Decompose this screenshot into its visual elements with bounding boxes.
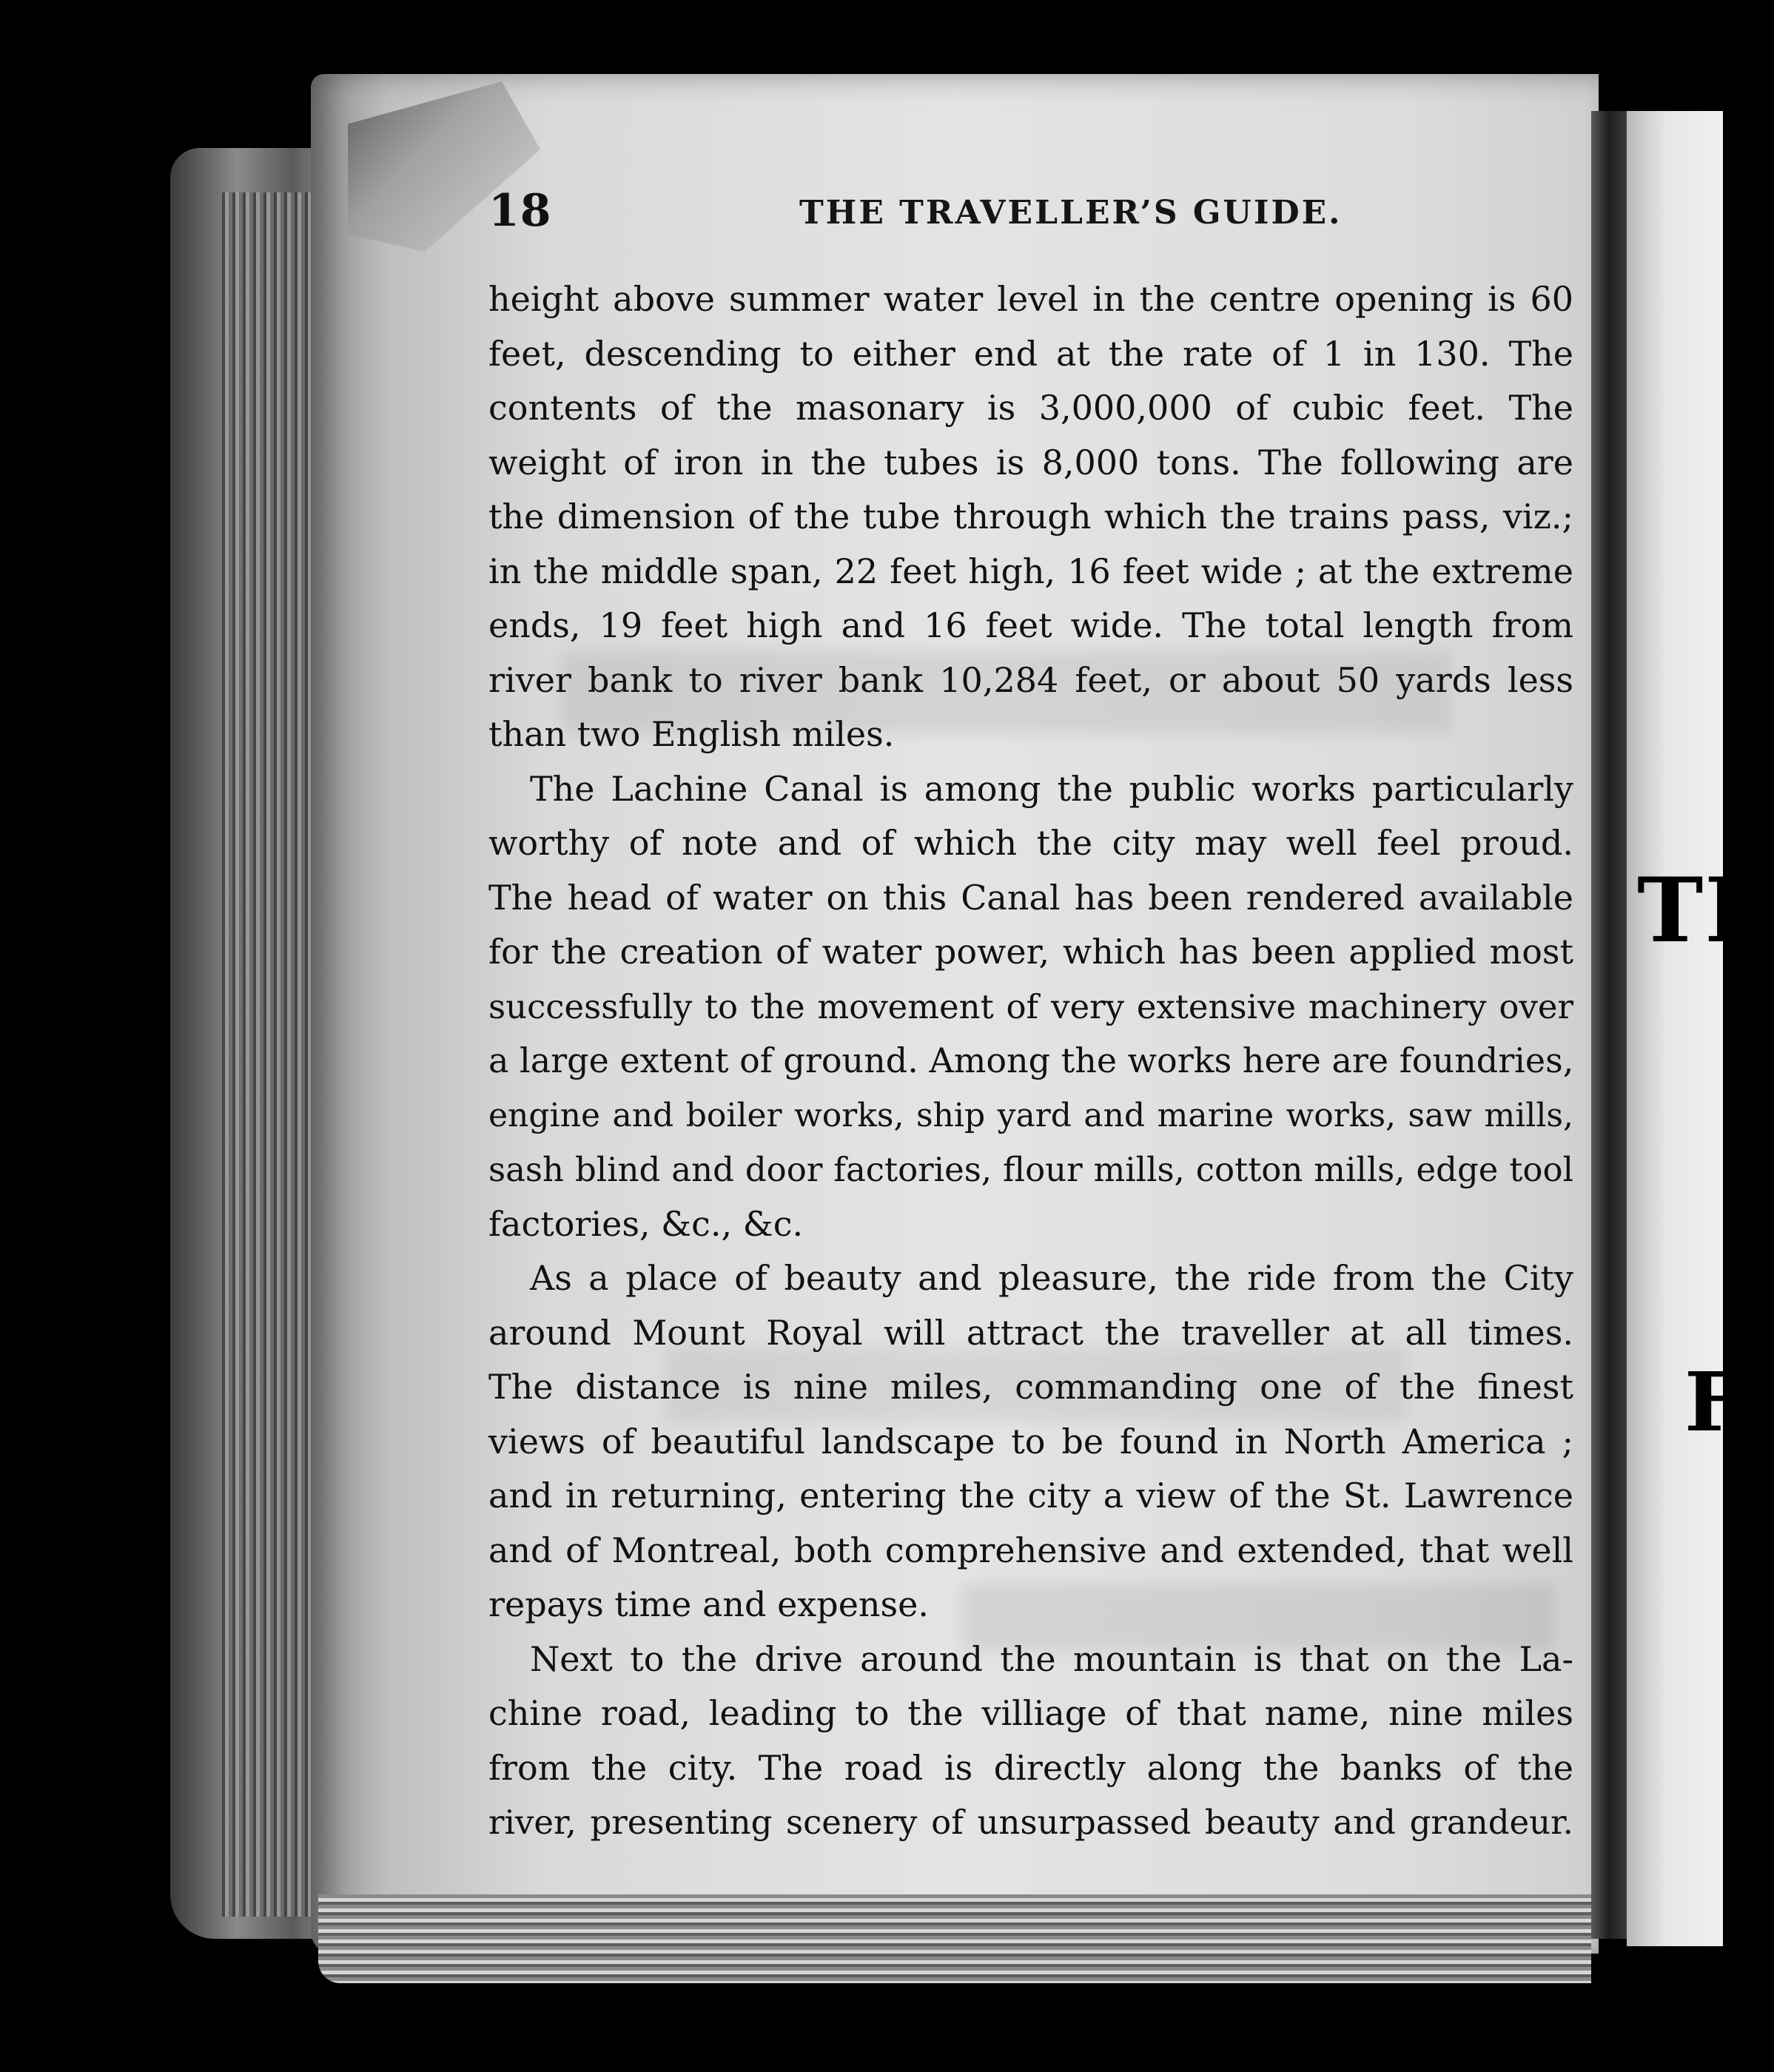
text-line: The head of water on this Canal has been rendered available bbox=[488, 877, 1573, 918]
facing-page-fragment: TE bbox=[1637, 858, 1774, 963]
text-line: chine road, leading to the villiage of that name, nine miles bbox=[488, 1693, 1573, 1733]
text-line: river bank to river bank 10,284 feet, or about 50 yards less bbox=[488, 659, 1573, 700]
facing-page-fragment: F bbox=[1684, 1354, 1743, 1450]
text-line: engine and boiler works, ship yard and marine works, saw mills, bbox=[488, 1096, 1573, 1134]
paragraph bbox=[488, 1632, 1573, 1850]
text-line: views of beautiful landscape to be found in North America ; bbox=[488, 1421, 1573, 1462]
text-line: the dimension of the tube through which the trains pass, viz.; bbox=[488, 497, 1573, 536]
text-line: in the middle span, 22 feet high, 16 feet wide ; at the extreme bbox=[488, 551, 1573, 591]
paragraph bbox=[488, 1251, 1573, 1632]
bottom-page-edges bbox=[318, 1894, 1591, 1983]
text-line: river, presenting scenery of unsurpassed beauty and grandeur. bbox=[488, 1803, 1573, 1842]
text-line: Next to the drive around the mountain is that on the La- bbox=[530, 1638, 1573, 1679]
page-number: 18 bbox=[488, 185, 552, 237]
text-line: repays time and expense. bbox=[488, 1584, 929, 1624]
text-line: ends, 19 feet high and 16 feet wide. The total length from bbox=[488, 605, 1573, 645]
text-line: The Lachine Canal is among the public works particularly bbox=[530, 768, 1573, 809]
facing-page bbox=[1627, 111, 1723, 1946]
page-header bbox=[488, 185, 1569, 244]
text-line: around Mount Royal will attract the traveller at all times. bbox=[488, 1312, 1573, 1353]
text-line: height above summer water level in the centre opening is 60 bbox=[488, 279, 1573, 319]
book-gutter bbox=[1591, 111, 1627, 1939]
paragraph bbox=[488, 272, 1573, 762]
body-text bbox=[488, 272, 1573, 1850]
text-line: weight of iron in the tubes is 8,000 tons. The following are bbox=[488, 442, 1573, 482]
text-line: from the city. The road is directly along the banks of the bbox=[488, 1747, 1573, 1788]
text-line: successfully to the movement of very extensive machinery over bbox=[488, 986, 1573, 1026]
text-line: worthy of note and of which the city may well feel proud. bbox=[488, 823, 1573, 863]
text-line: sash blind and door factories, flour mills, cotton mills, edge tool bbox=[488, 1150, 1573, 1189]
text-line: a large extent of ground. Among the works here are foundries, bbox=[488, 1040, 1574, 1080]
text-line: The distance is nine miles, commanding one of the finest bbox=[488, 1367, 1573, 1407]
text-line: and in returning, entering the city a view of the St. Lawrence bbox=[488, 1476, 1573, 1516]
text-line: for the creation of water power, which has been applied most bbox=[488, 932, 1573, 972]
text-line: and of Montreal, both comprehensive and extended, that well bbox=[488, 1530, 1573, 1570]
paragraph bbox=[488, 762, 1573, 1252]
running-head: THE TRAVELLER’S GUIDE. bbox=[799, 194, 1343, 232]
text-line: feet, descending to either end at the rate of 1 in 130. The bbox=[488, 333, 1573, 374]
text-line: contents of the masonary is 3,000,000 of cubic feet. The bbox=[488, 388, 1573, 428]
text-line: than two English miles. bbox=[488, 714, 895, 754]
text-line: As a place of beauty and pleasure, the ride from the City bbox=[530, 1258, 1573, 1298]
text-line: factories, &c., &c. bbox=[488, 1203, 804, 1244]
